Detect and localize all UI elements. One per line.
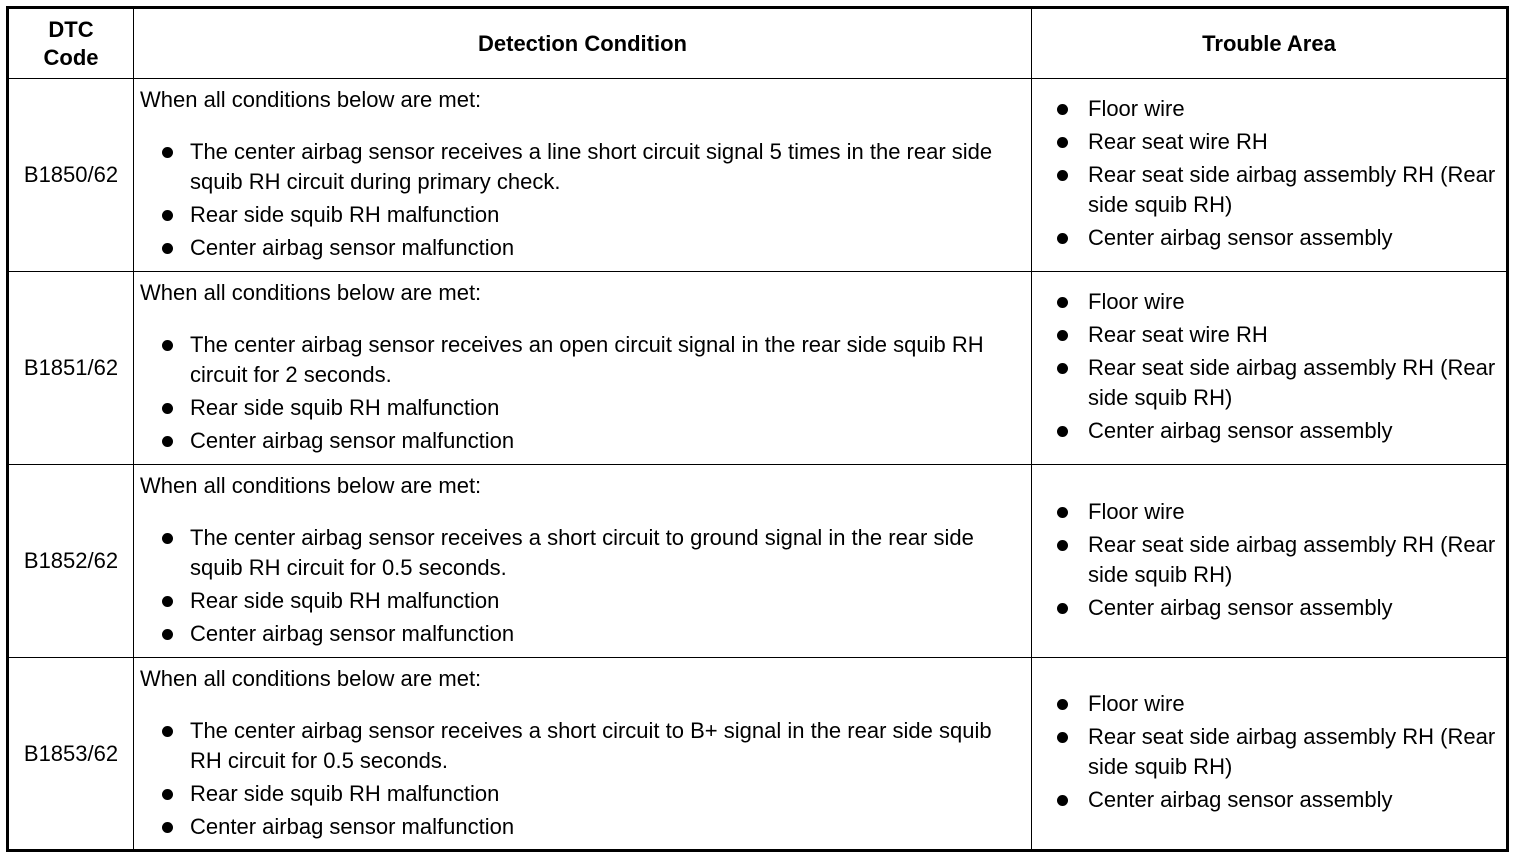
condition-text: Rear side squib RH malfunction xyxy=(190,588,500,613)
bullet-icon xyxy=(162,629,173,640)
trouble-area-cell xyxy=(1032,79,1508,272)
trouble-area-item xyxy=(1032,287,1506,317)
trouble-area-text: Rear seat wire RH xyxy=(1088,129,1268,154)
condition-item xyxy=(140,779,1031,809)
condition-text: Center airbag sensor malfunction xyxy=(190,621,515,646)
bullet-icon xyxy=(162,436,173,447)
condition-text: The center airbag sensor receives a line short circuit signal 5 times in the rear side squib RH circuit during primary check. xyxy=(190,139,993,194)
header-trouble-area-label: Trouble Area xyxy=(1202,30,1336,56)
trouble-area-list xyxy=(1032,287,1506,446)
bullet-icon xyxy=(1057,233,1068,244)
trouble-area-cell xyxy=(1032,658,1508,851)
bullet-icon xyxy=(1057,330,1068,341)
trouble-area-text: Center airbag sensor assembly xyxy=(1088,418,1393,443)
trouble-area-text: Floor wire xyxy=(1088,691,1185,716)
condition-item xyxy=(140,716,1031,776)
condition-list xyxy=(140,716,1031,842)
header-dtc-code xyxy=(8,8,134,79)
dtc-table xyxy=(6,6,1509,852)
bullet-icon xyxy=(162,822,173,833)
condition-item xyxy=(140,523,1031,583)
trouble-area-item xyxy=(1032,530,1506,590)
bullet-icon xyxy=(1057,540,1068,551)
dtc-code-cell xyxy=(8,465,134,658)
trouble-area-item xyxy=(1032,353,1506,413)
detection-condition-cell xyxy=(134,658,1032,851)
condition-item xyxy=(140,619,1031,649)
trouble-area-item xyxy=(1032,416,1506,446)
trouble-area-cell xyxy=(1032,465,1508,658)
trouble-area-item xyxy=(1032,689,1506,719)
dtc-code-cell xyxy=(8,79,134,272)
bullet-icon xyxy=(1057,732,1068,743)
condition-text: Rear side squib RH malfunction xyxy=(190,781,500,806)
dtc-code: B1851/62 xyxy=(23,355,119,380)
condition-item xyxy=(140,233,1031,263)
dtc-code: B1853/62 xyxy=(23,740,119,766)
trouble-area-text: Rear seat side airbag assembly RH (Rear side squib RH) xyxy=(1088,162,1496,217)
trouble-area-text: Center airbag sensor assembly xyxy=(1088,225,1393,250)
trouble-area-text: Rear seat side airbag assembly RH (Rear side squib RH) xyxy=(1088,355,1496,410)
condition-text: The center airbag sensor receives a short circuit to B+ signal in the rear side squib RH circuit for 0.5 seconds. xyxy=(190,718,992,773)
condition-text: Rear side squib RH malfunction xyxy=(190,202,500,227)
condition-list xyxy=(140,523,1031,649)
bullet-icon xyxy=(162,403,173,414)
bullet-icon xyxy=(1057,297,1068,308)
bullet-icon xyxy=(1057,507,1068,518)
trouble-area-item xyxy=(1032,94,1506,124)
table-row xyxy=(8,465,1508,658)
trouble-area-text: Center airbag sensor assembly xyxy=(1088,787,1393,812)
condition-text: Center airbag sensor malfunction xyxy=(190,428,515,453)
bullet-icon xyxy=(162,726,173,737)
condition-intro: When all conditions below are met: xyxy=(140,666,482,691)
table-row xyxy=(8,658,1508,851)
table-row xyxy=(8,272,1508,465)
trouble-area-text: Rear seat side airbag assembly RH (Rear side squib RH) xyxy=(1088,531,1496,587)
condition-text: The center airbag sensor receives a short circuit to ground signal in the rear side squib RH circuit for 0.5 seconds. xyxy=(190,525,974,580)
condition-item xyxy=(140,137,1031,197)
bullet-icon xyxy=(1057,104,1068,115)
bullet-icon xyxy=(1057,426,1068,437)
table-row xyxy=(8,79,1508,272)
trouble-area-item xyxy=(1032,722,1506,782)
dtc-code-cell xyxy=(8,658,134,851)
detection-condition-cell xyxy=(134,79,1032,272)
trouble-area-item xyxy=(1032,593,1506,623)
condition-item xyxy=(140,426,1031,456)
trouble-area-item xyxy=(1032,127,1506,157)
bullet-icon xyxy=(162,210,173,221)
condition-text: The center airbag sensor receives an open circuit signal in the rear side squib RH circuit for 2 seconds. xyxy=(190,332,984,387)
trouble-area-list xyxy=(1032,94,1506,253)
trouble-area-cell xyxy=(1032,272,1508,465)
trouble-area-item xyxy=(1032,160,1506,220)
condition-intro: When all conditions below are met: xyxy=(140,280,482,305)
condition-intro: When all conditions below are met: xyxy=(140,473,482,498)
condition-text: Center airbag sensor malfunction xyxy=(190,814,515,839)
bullet-icon xyxy=(162,340,173,351)
dtc-code: B1850/62 xyxy=(23,162,119,187)
bullet-icon xyxy=(1057,603,1068,614)
trouble-area-text: Floor wire xyxy=(1088,498,1185,524)
bullet-icon xyxy=(162,243,173,254)
trouble-area-item xyxy=(1032,785,1506,815)
dtc-code-cell xyxy=(8,272,134,465)
bullet-icon xyxy=(162,533,173,544)
trouble-area-text: Floor wire xyxy=(1088,289,1185,314)
bullet-icon xyxy=(162,147,173,158)
trouble-area-item xyxy=(1032,223,1506,253)
condition-list xyxy=(140,330,1031,456)
bullet-icon xyxy=(1057,170,1068,181)
header-row xyxy=(8,8,1508,79)
dtc-code: B1852/62 xyxy=(23,548,119,573)
trouble-area-item xyxy=(1032,320,1506,350)
bullet-icon xyxy=(1057,363,1068,374)
bullet-icon xyxy=(1057,795,1068,806)
header-detection-condition xyxy=(134,8,1032,79)
bullet-icon xyxy=(162,596,173,607)
header-dtc-code-label: DTC Code xyxy=(43,16,99,70)
condition-item xyxy=(140,812,1031,842)
trouble-area-item xyxy=(1032,497,1506,527)
trouble-area-text: Center airbag sensor assembly xyxy=(1088,594,1393,620)
bullet-icon xyxy=(162,789,173,800)
condition-intro: When all conditions below are met: xyxy=(140,87,482,112)
trouble-area-text: Floor wire xyxy=(1088,96,1185,121)
trouble-area-list xyxy=(1032,689,1506,815)
condition-item xyxy=(140,330,1031,390)
header-detection-condition-label: Detection Condition xyxy=(478,30,687,56)
bullet-icon xyxy=(1057,699,1068,710)
trouble-area-list xyxy=(1032,497,1506,623)
condition-text: Center airbag sensor malfunction xyxy=(190,235,515,260)
detection-condition-cell xyxy=(134,272,1032,465)
bullet-icon xyxy=(1057,137,1068,148)
condition-text: Rear side squib RH malfunction xyxy=(190,395,500,420)
condition-item xyxy=(140,586,1031,616)
trouble-area-text: Rear seat wire RH xyxy=(1088,322,1268,347)
condition-list xyxy=(140,137,1031,263)
detection-condition-cell xyxy=(134,465,1032,658)
condition-item xyxy=(140,200,1031,230)
trouble-area-text: Rear seat side airbag assembly RH (Rear side squib RH) xyxy=(1088,724,1496,779)
header-trouble-area xyxy=(1032,8,1508,79)
condition-item xyxy=(140,393,1031,423)
